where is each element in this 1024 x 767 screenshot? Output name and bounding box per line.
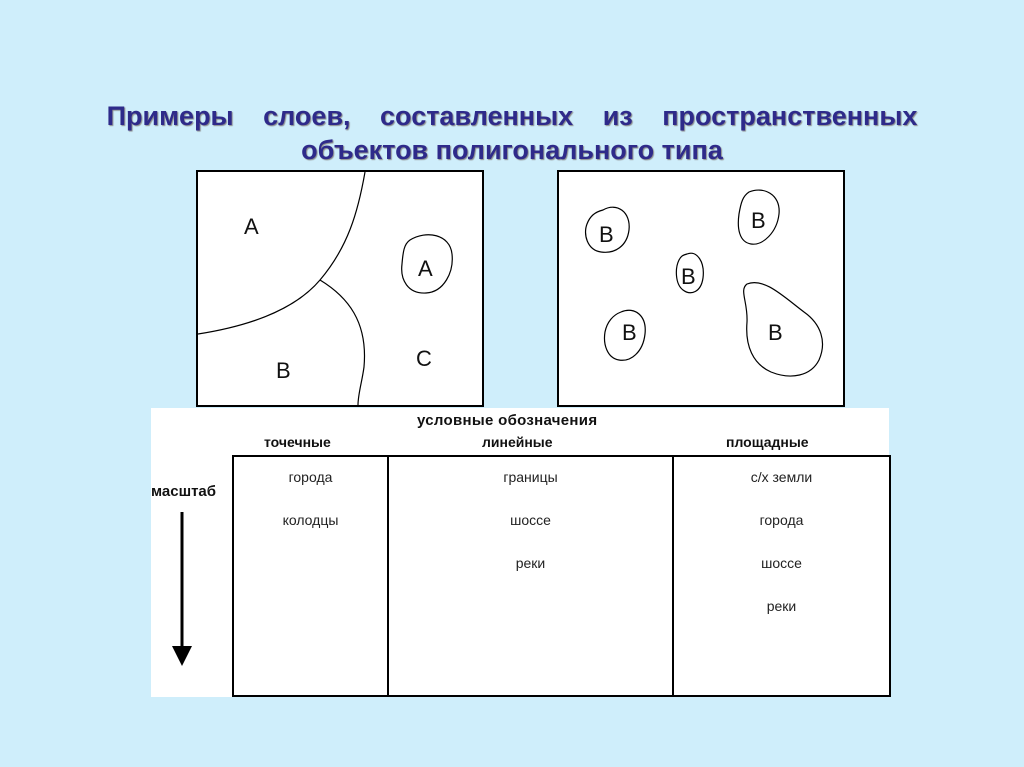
legend-cell-point xyxy=(233,456,388,696)
island-polygon-5 xyxy=(744,283,823,376)
legend-item: реки xyxy=(766,598,797,614)
boundary-curve-b xyxy=(320,280,365,405)
column-header-point: точечные xyxy=(264,434,331,450)
partition-boundaries xyxy=(198,172,482,405)
legend-item: города xyxy=(288,469,333,485)
arrow-down-icon xyxy=(171,508,193,668)
legend-item: границы xyxy=(503,469,558,485)
map-label-b-1: B xyxy=(599,222,614,247)
legend-item: колодцы xyxy=(282,512,339,528)
legend-item: шоссе xyxy=(761,555,802,571)
polygon-layer-map-partition xyxy=(196,170,484,407)
column-header-area: площадные xyxy=(726,434,809,450)
legend-cell-line xyxy=(388,456,673,696)
island-polygons xyxy=(559,172,843,405)
legend-cell-area xyxy=(673,456,890,696)
legend-panel xyxy=(151,408,889,697)
table-row xyxy=(233,456,890,696)
map-label-c: C xyxy=(416,346,432,371)
slide-title xyxy=(0,99,1024,167)
map-label-b-4: B xyxy=(622,320,637,345)
map-label-b: B xyxy=(276,358,291,383)
scale-label: масштаб xyxy=(151,483,217,500)
legend-item: шоссе xyxy=(510,512,551,528)
title-line-2: объектов полигонального типа xyxy=(301,135,723,165)
map-label-b-3: B xyxy=(681,264,696,289)
legend-item: реки xyxy=(515,555,546,571)
map-label-b-2: B xyxy=(751,208,766,233)
map-label-b-5: B xyxy=(768,320,783,345)
column-header-line: линейные xyxy=(482,434,553,450)
map-label-a-2: A xyxy=(418,256,433,281)
map-label-a-1: A xyxy=(244,214,259,239)
legend-item: с/х земли xyxy=(750,469,813,485)
legend-heading: условные обозначения xyxy=(417,412,598,429)
title-line-1: Примеры слоев, составленных из пространственных xyxy=(106,101,918,131)
legend-table xyxy=(232,455,891,697)
legend-item: города xyxy=(759,512,804,528)
boundary-curve-a xyxy=(198,172,365,334)
polygon-layer-map-islands xyxy=(557,170,845,407)
